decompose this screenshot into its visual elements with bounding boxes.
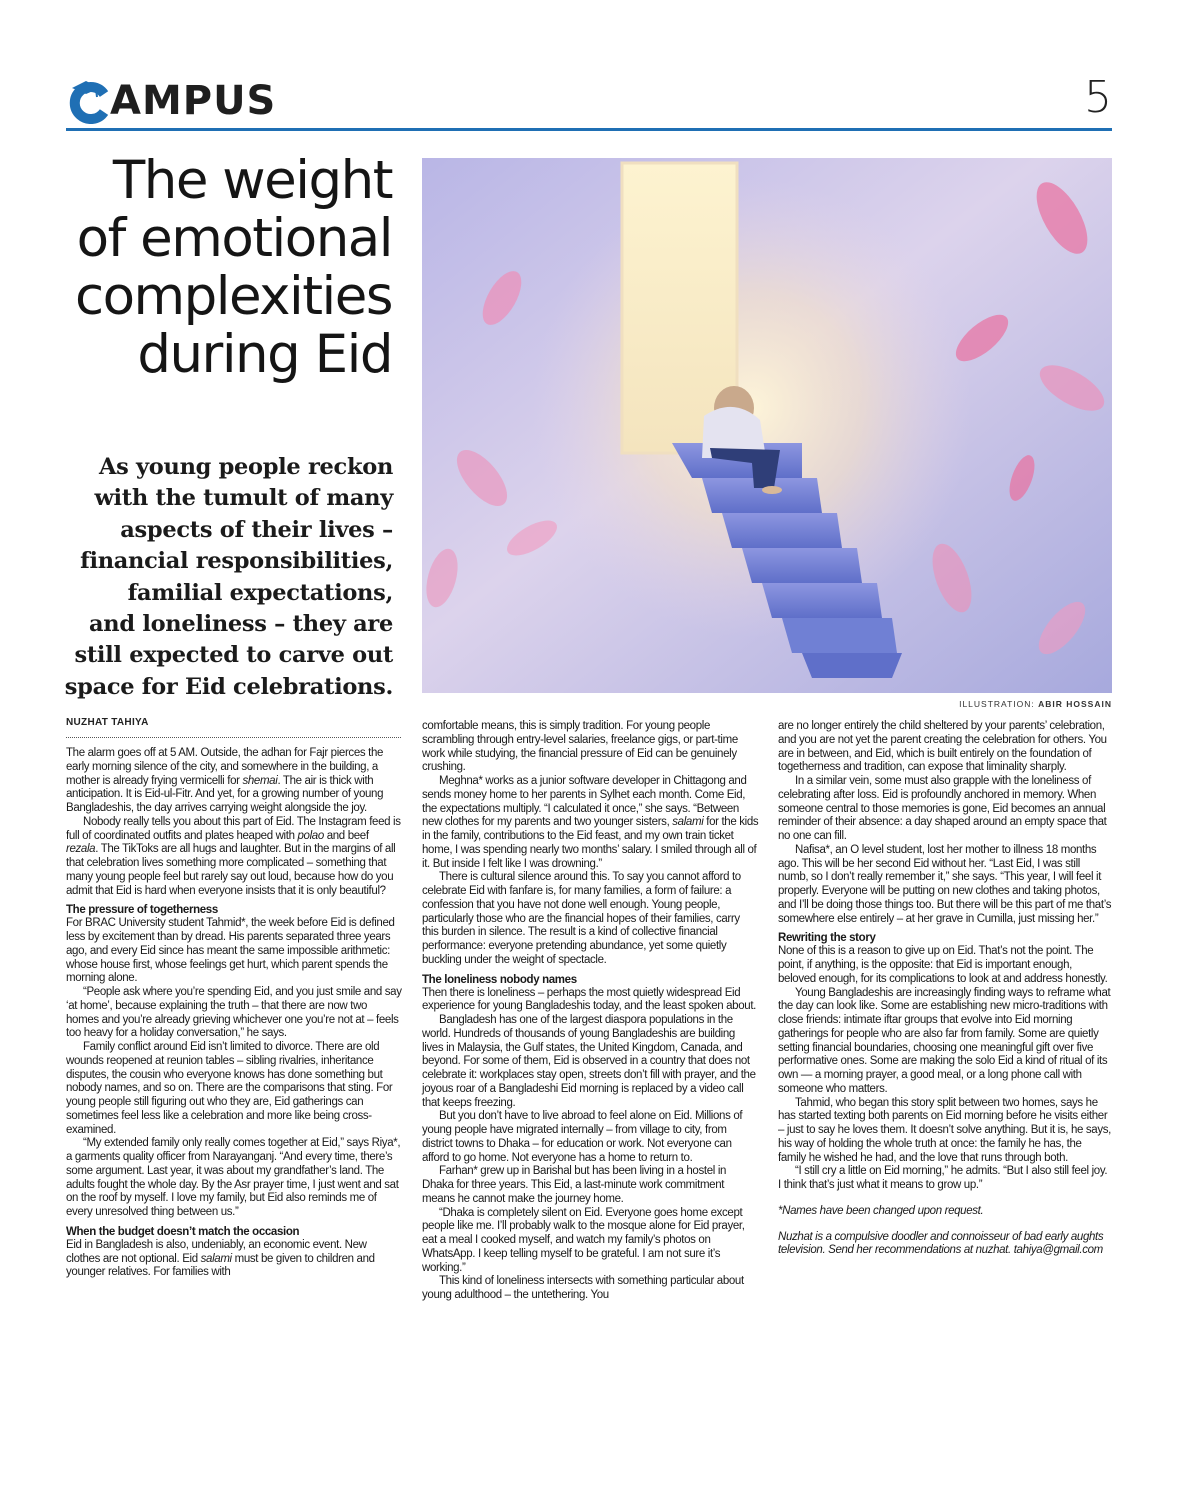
paragraph: For BRAC University student Tahmid*, the week before Eid is defined less by excitement than by dread. His parents separated three years ago, and every Eid since has meant the same impossible arithmetic: whose house first, whose feelings get hurt, which parent spends the morning alone.	[66, 917, 395, 985]
deck-line: As young people reckon	[98, 454, 393, 480]
paragraph: But you don’t have to live abroad to feel alone on Eid. Millions of young people have migrated internally – from village to city, from district towns to Dhaka – for education or work. Not everyone can afford to go home. Not everyone has a home to return to.	[422, 1110, 743, 1164]
headline-line: of emotional	[76, 208, 392, 269]
article-illustration	[422, 158, 1112, 693]
editor-note: *Names have been changed upon request.	[778, 1204, 984, 1217]
deck-line: familial expectations,	[127, 579, 393, 606]
subheading: The loneliness nobody names	[422, 973, 577, 986]
paragraph: Farhan* grew up in Barishal but has been living in a hostel in Dhaka for three years. This Eid, a last-minute work commitment means he cannot make the journey home.	[422, 1165, 727, 1205]
author-bio: Nuzhat is a compulsive doodler and connoisseur of bad early aughts television. Send her recommendations at nuzhat. tahiya@gmail.com	[778, 1230, 1104, 1257]
deck-line: financial responsibilities,	[80, 548, 393, 575]
paragraph: Bangladesh has one of the largest diaspora populations in the world. Hundreds of thousands of young Bangladeshis are building lives in Malaysia, the Gulf states, the United Kingdom, Canada, and beyond. For some of them, Eid is observed in a country that does not celebrate it: workplaces stay open, streets don’t fill with prayer, and the joyous roar of a Bangladeshi Eid morning is replaced by a video call that keeps freezing.	[422, 1014, 756, 1109]
headline-line: The weight	[112, 150, 392, 211]
paragraph: Then there is loneliness – perhaps the most quietly widespread Eid experience for young Bangladeshis today, and the least spoken about.	[422, 986, 757, 1013]
paragraph: None of this is a reason to give up on Eid. That’s not the point. The point, if anything, is the opposite: that Eid is important enough, beloved enough, for its complications to look at and address honestly.	[778, 945, 1108, 985]
section-name: AMPUS	[110, 78, 277, 124]
paragraph: Tahmid, who began this story split between two homes, says he has started texting both parents on Eid morning before he visits either – just to say he loves them. It doesn’t solve anything. But it is, he says, his way of holding the whole truth at once: the family he has, the family he wished he had, and the love that runs through both.	[778, 1096, 1111, 1164]
article-headline	[40, 152, 392, 384]
paragraph: Eid in Bangladesh is also, undeniably, an economic event. New clothes are not optional. Eid salami must be given to children and younger relatives. For families with	[66, 1238, 375, 1279]
paragraph: “I still cry a little on Eid morning,” he admits. “But I also still feel joy. I think that’s just what it means to grow up.”	[778, 1165, 1108, 1191]
paragraph: comfortable means, this is simply tradition. For young people scrambling through entry-level salaries, freelance gigs, or part-time work while studying, the financial pressure of Eid can be genuinely crushing.	[422, 720, 738, 774]
paragraph: Meghna* works as a junior software developer in Chittagong and sends money home to her parents in Sylhet each month. Come Eid, the expectations multiply. “I calculated it once,” she says. “Between new clothes for my parents and two younger sisters, salami for the kids in the family, contributions to the Eid feast, and my own train ticket home, I was spending nearly two months’ salary. I smiled through all of it. But inside I felt like I was drowning.”	[422, 775, 759, 870]
subheading: Rewriting the story	[778, 932, 876, 945]
paragraph: “People ask where you’re spending Eid, and you just smile and say ‘at home’, because explaining the truth – that there are now two homes and you’re already grieving whichever one you’re not at – feels too heavy for a holiday conversation,” he says.	[66, 986, 402, 1040]
article-column-3	[778, 720, 1112, 1258]
paragraph: There is cultural silence around this. To say you cannot afford to celebrate Eid with fanfare is, for many families, a form of failure: a confession that you have not done well enough. Young people, particularly those who are the financial hopes of their families, carry this burden in silence. The result is a kind of collective financial performance: everyone pretending abundance, yet some quietly buckling under the weight of spectacle.	[422, 871, 741, 966]
graduation-cap-c-icon	[66, 78, 112, 124]
paragraph: The alarm goes off at 5 AM. Outside, the adhan for Fajr pierces the early morning silence of the city, and somewhere in the building, a mother is already frying vermicelli for shemai. The air is thick with anticipation. It is Eid-ul-Fitr. And yet, for a growing number of young Bangladeshis, the day arrives carrying weight alongside the joy.	[66, 747, 384, 814]
paragraph: In a similar vein, some must also grapple with the loneliness of celebrating after loss. Eid is profoundly anchored in memory. When someone central to those memories is gone, Eid becomes an annual reminder of their absence: a day shaped around an empty space that no one can fill.	[778, 775, 1107, 842]
subheading: The pressure of togetherness	[66, 904, 218, 917]
byline: NUZHAT TAHIYA	[66, 717, 149, 728]
masthead	[66, 72, 1112, 130]
paragraph: Nafisa*, an O level student, lost her mother to illness 18 months ago. This will be her second Eid without her. “Last Eid, I was still numb, so I don’t really remember it,” she says. “This year, I will feel it properly. Everyone will be putting on new clothes and taking photos, and I’ll be doing those things too. But there will be this part of me that’s somewhere else entirely – at her grave in Cumilla, just missing her.”	[778, 843, 1112, 925]
campus-logo[interactable]	[66, 72, 276, 130]
paragraph: Family conflict around Eid isn’t limited to divorce. There are old wounds reopened at reunion tables – sibling rivalries, inheritance disputes, the cousin who everyone knows has done something but nobody names, and so on. There are the comparisons that sting. For young people still figuring out who they are, Eid gatherings can sometimes feel less like a celebration and more like being cross-examined.	[66, 1041, 393, 1136]
byline-divider	[66, 737, 401, 738]
paragraph: are no longer entirely the child sheltered by your parents’ celebration, and you are not yet the parent creating the celebration for others. You are in between, and Eid, which is built entirely on the foundation of togetherness and tradition, can expose that liminality sharply.	[778, 720, 1107, 774]
deck-line: space for Eid celebrations.	[64, 673, 393, 700]
subheading: When the budget doesn’t match the occasion	[66, 1225, 300, 1238]
paragraph: “Dhaka is completely silent on Eid. Everyone goes home except people like me. I’ll probably walk to the mosque alone for Eid prayer, eat a meal I cooked myself, and watch my family’s photos on WhatsApp. I keep telling myself to be grateful. I am not sure it’s working.”	[422, 1206, 745, 1274]
illustration-credit: ILLUSTRATION: ABIR HOSSAIN	[959, 699, 1112, 709]
headline-line: during Eid	[137, 324, 392, 385]
page-number: 5	[1084, 72, 1112, 123]
article-column-1	[66, 747, 402, 1280]
paragraph: This kind of loneliness intersects with something particular about young adulthood – the untethering. You	[422, 1275, 744, 1301]
deck-line: with the tumult of many	[94, 485, 393, 512]
paragraph: Young Bangladeshis are increasingly finding ways to reframe what the day can look like. Some are establishing new micro-traditions with close friends: intimate iftar groups that evolve into Eid morning gatherings for people who are also far from family. Some are quietly setting financial boundaries, choosing one meaningful gift over five performative ones. Some are making the solo Eid a kind of ritual of its own — a morning prayer, a good meal, or a long phone call with someone who matters.	[778, 986, 1111, 1095]
deck-line: aspects of their lives –	[120, 516, 393, 543]
masthead-rule	[66, 128, 1112, 131]
headline-line: complexities	[74, 266, 392, 327]
paragraph: “My extended family only really comes together at Eid,” says Riya*, a garments quality officer from Narayanganj. “And every time, there’s some argument. Last year, it was about my grandfather’s land. The adults fought the whole day. By the Asr prayer time, I just went and sat on the roof by myself. I love my family, but Eid also reminds me of every unresolved thing between us.”	[66, 1137, 401, 1218]
deck-line: and loneliness – they are	[89, 611, 393, 638]
deck-line: still expected to carve out	[74, 642, 393, 669]
article-deck	[50, 452, 393, 703]
article-column-2	[422, 720, 759, 1303]
paragraph: Nobody really tells you about this part of Eid. The Instagram feed is full of coordinated outfits and plates heaped with polao and beef rezala. The TikToks are all hugs and laughter. But in the margins of all that celebration lives something more complicated – something that many young people feel but rarely say out loud, because how do you admit that Eid is hard when everyone insists that it is only beautiful?	[66, 815, 401, 897]
